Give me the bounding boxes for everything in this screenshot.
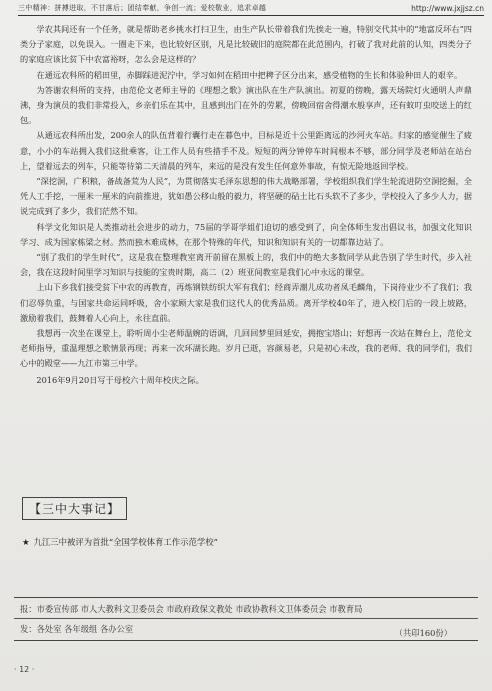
paragraph: 我想再一次坐在课堂上，聆听周小尘老师温婉的语调，几回回梦里回延安，拥抱宝塔山；好想再一次站在舞台上，范伦文老师指导，重温理想之歌情景再现；再来一次环湖长跑。岁月已逝，容颜易老，只是初心未改，我的老师、我的同学们，我们心中的殿堂——九江市第三中学。 [20,328,472,369]
paragraph: “别了我们的学生时代”，这是我在整理教室离开前留在黑板上的，我们中的绝大多数同学从此告别了学生时代，步入社会，我在这段时间里学习知识与技能的宝贵时期，高二（2）班亚间教室是我们心中永远的课堂。 [20,252,472,278]
page-number: · 12 · [14,665,35,674]
footer-divider-bottom [14,640,478,641]
paragraph: 学农其间还有一个任务，就是帮助老乡挑水打扫卫生，由生产队长带着我们先挨走一遍，特别交代其中的“地富反坏右”四类分子家庭，以免误入。一圈走下来，也比较好区别，凡是比较破旧的庭院都在此范围内，打破了我对此前的认知，四类分子的家庭应该比贫下中农富裕呀，怎么会是这样的？ [20,24,472,65]
article-body [20,22,472,388]
distribution-line: 发：各处室 各年级组 各办公室 [20,624,134,634]
school-website: http://www.jxjjsz.cn [411,3,484,13]
paragraph: 上山下乡我们接受贫下中农的再教育，再炼钢铁纺织大军有我们；经商弄潮儿成功者凤毛麟角，下岗待业少不了我们；我们忍辱负重，与国家共命运同呼吸，舍小家顾大家是我们这代人的优秀品质。离开学校40年了，进入校门后的一段上坡路，激励着我们，鼓舞着人心向上，永往直前。 [20,282,472,323]
section-title: 【三中大事记】 [22,497,127,520]
school-motto: 三中精神：拼搏进取，不甘落后；团结奉献，争创一流；爱校敬业，追求卓越 [18,4,267,12]
footer-divider-middle [14,618,478,619]
event-item [22,536,218,548]
header-divider [18,15,484,16]
signature-date: 2016年9月20日写于母校六十周年校庆之际。 [36,374,204,385]
paragraph: 为答谢农科所的支持，由范伦文老师主导的《理想之歌》演出队在生产队演出。初夏的傍晚，露天场院灯火通明人声鼎沸，身为演员的我们非常投入，乡亲们乐在其中，且感到出门在外的劳累，傍晚回宿舍得潮水般享声，还有蚊叮虫咬送上的红包。 [20,84,472,126]
footer-divider-top [14,597,478,598]
star-icon: ★ [22,537,30,547]
paragraph: 科学文化知识是人类推动社会进步的动力，75届的学哥学姐们迫切的感受到了，向全体师生发出倡议书，加强文化知识学习、成为国家栋梁之材。然而独木难成林，在那个特殊的年代，知识和知识有关的一切都靠边站了。 [20,221,472,247]
recipients-line: 报：市委宣传部 市人大教科文卫委员会 市政府政保文教处 市政协教科文卫体委员会 市教育局 [20,604,363,614]
paragraph: 从通远农科所出发，200余人的队伍背着行囊行走在暮色中，目标是近十公里距离远的沙河火车站。归家的感觉催生了疲意，小小的车站拥入我们这批乘客，让工作人员有些措手不及。短短的两分钟停车时间根本不够，部分同学及老师站在站台上，望着远去的列车，只能等待第二天清晨的列车，来远的是没有发生任何意外事故，有惊无险地返回学校。 [20,130,472,171]
paragraph: “深挖洞，广积粮，备战备荒为人民”，为贯彻落实毛泽东思想的伟大战略部署，学校组织我们学生轮流进防空洞挖掘，全凭人工手挖，一厘米一厘米的向前推进，犹如愚公移山般的毅力，将坚硬的砧土比石头软不了多少，学校投入了多少人力，据说完成到了多少，我们茫然不知。 [20,176,472,217]
page-header [18,0,484,16]
print-copies: （共印160份） [394,628,452,638]
paragraph: 在通远农科所的稻田里，赤脚踩进泥泞中，学习如何在稻田中把稗子区分出来，感受植物的生长和体验种田人的艰辛。 [36,69,463,80]
event-text: 九江三中被评为首批“全国学校体育工作示范学校” [33,537,218,547]
